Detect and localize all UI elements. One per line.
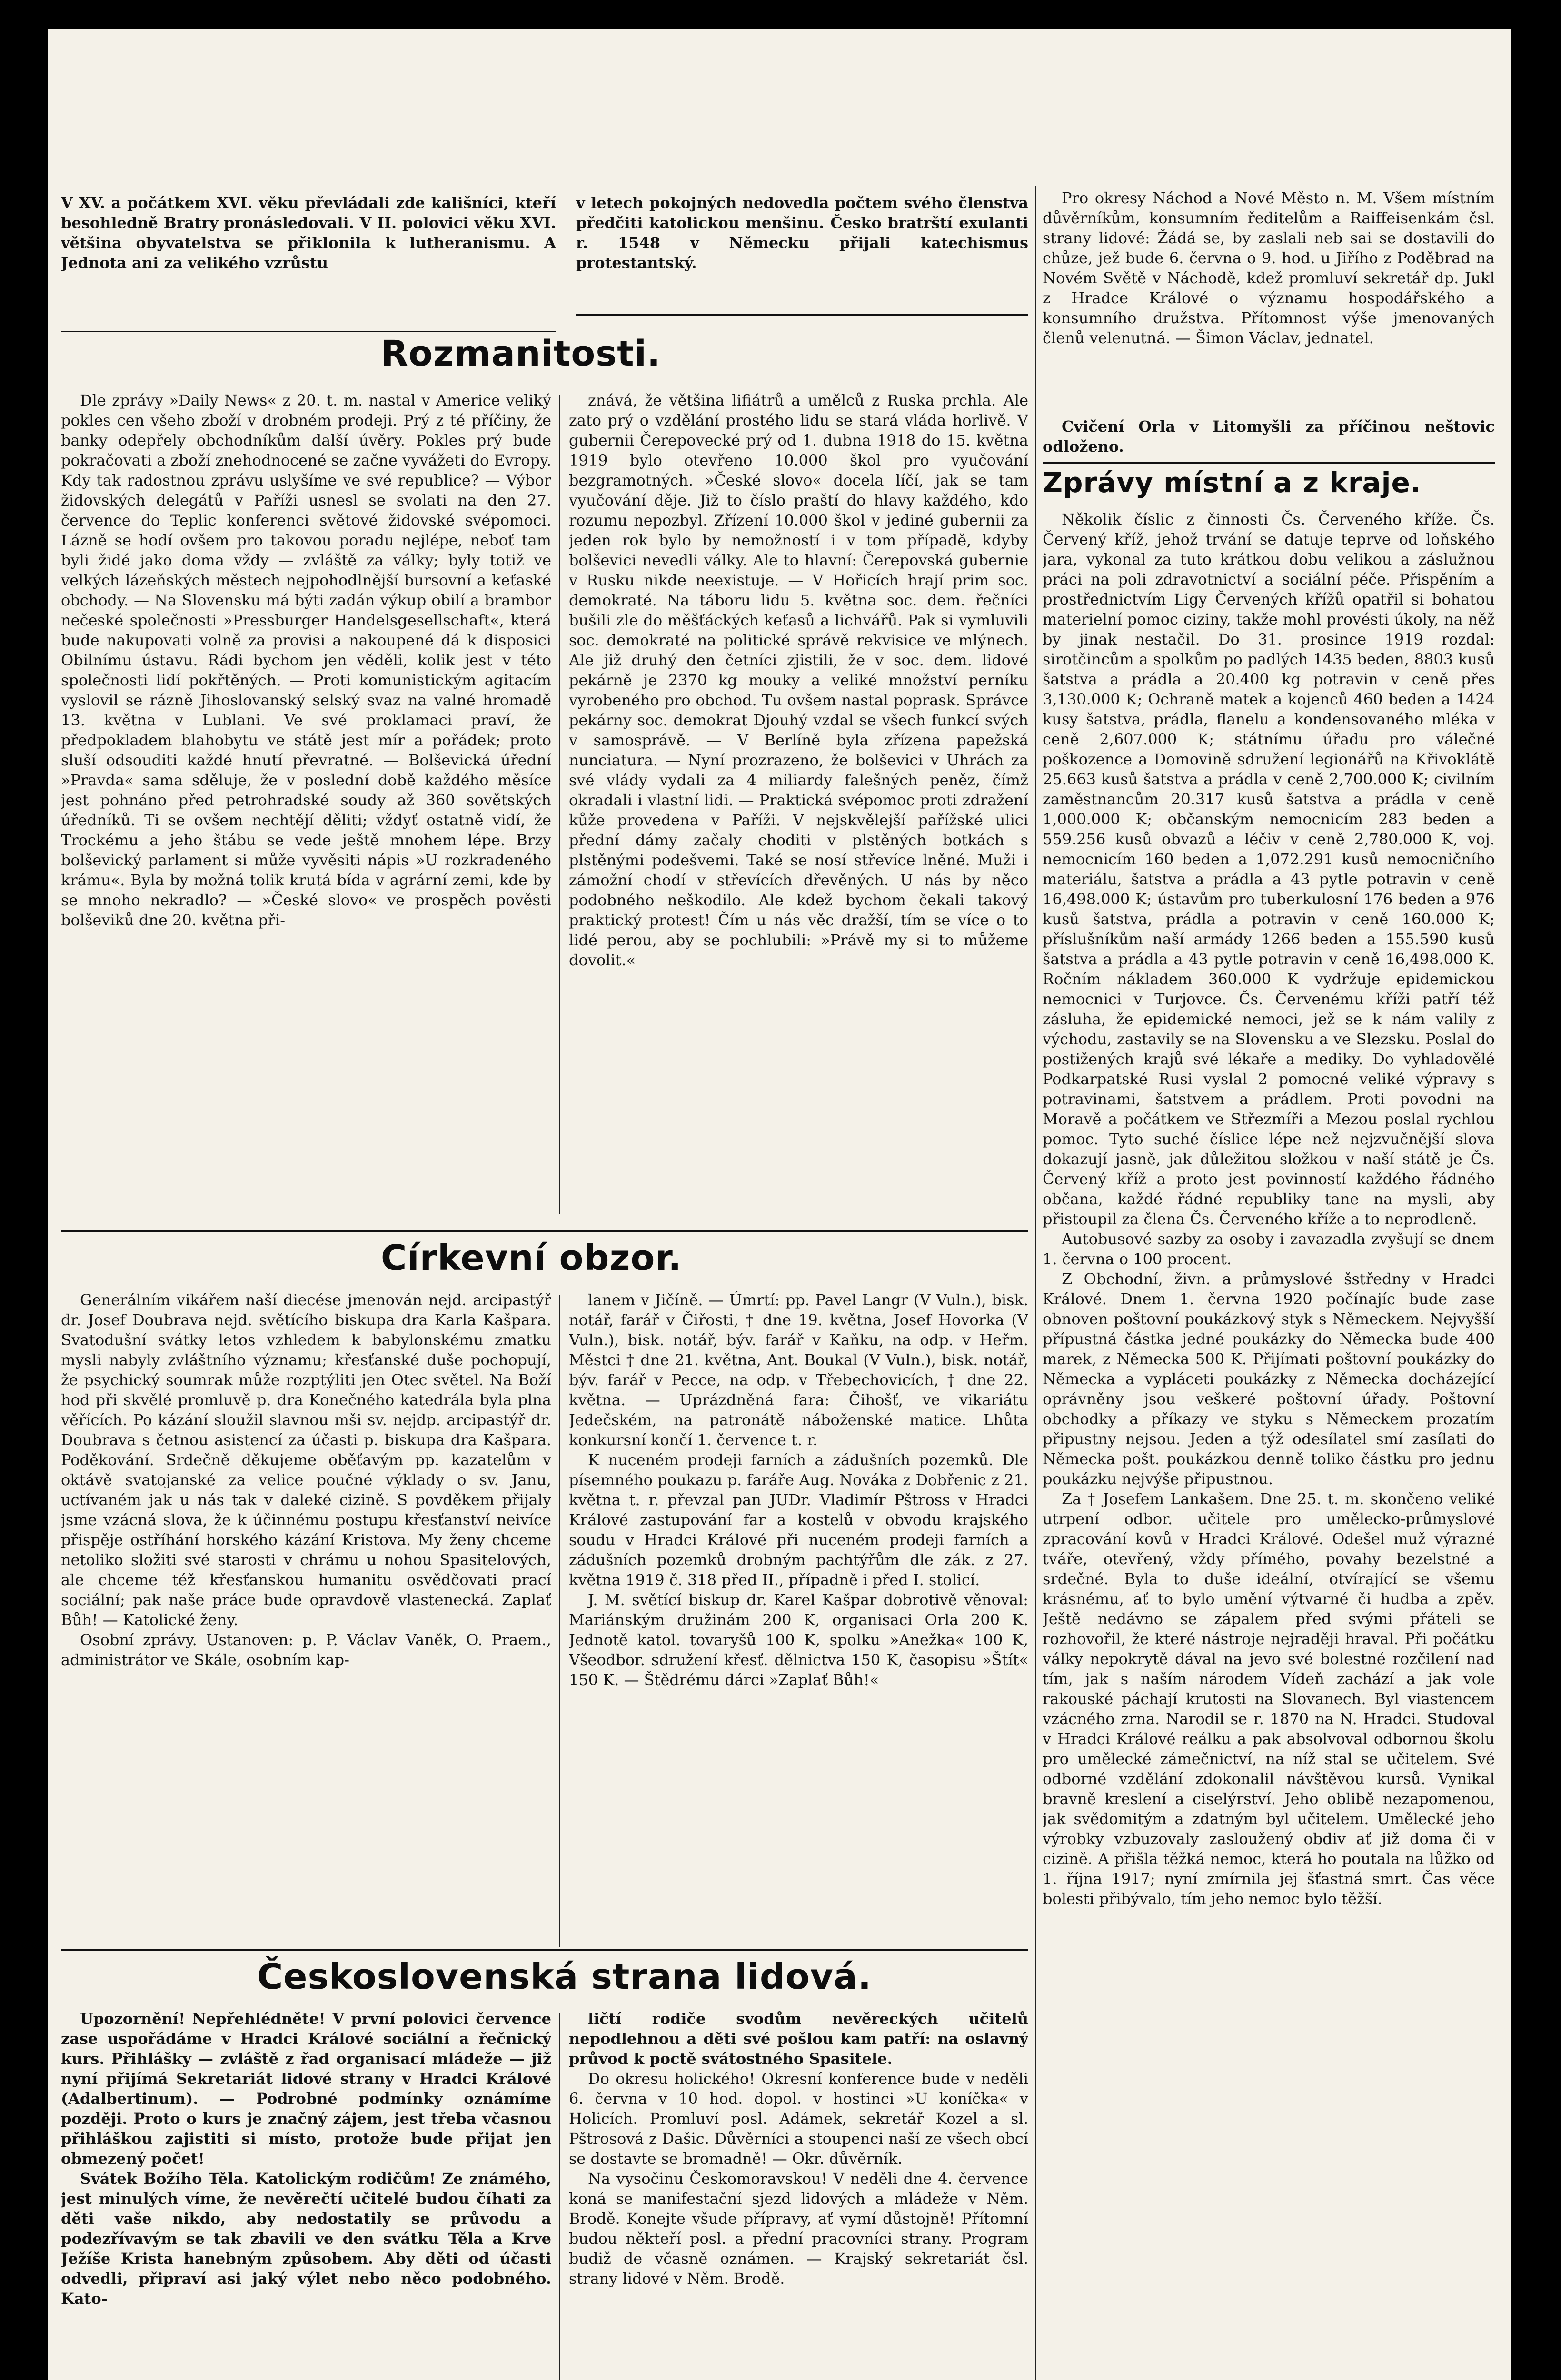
right-column-divider xyxy=(1035,186,1036,2380)
cirkevni-col2-biskup: J. M. světící biskup dr. Karel Kašpar dobrotivě věnoval: Mariánským družinám 200 K, organisaci Orla 200 K. Jednotě katol. tovaryšů 100 K, spolku »Anežka« 100 K, Všeodbor. sdružení křesť. dělnictva 150 K, časopisu »Štít« 150 K. — Štědrému dárci »Zaplať Bůh!« xyxy=(569,1591,1028,1689)
zpravy-text-autobus: Autobusové sazby za osoby i zavazadla zvyšují se dnem 1. června o 100 procent. xyxy=(1043,1230,1495,1268)
intro-left-paragraph: V XV. a počátkem XVI. věku převládali zde kališníci, kteří besohledně Bratry pronásledovali. V II. polovici věku XVI. většina obyvatelstva se přiklonila k lutheranismu. A Jednota ani za velikého vzrůstu xyxy=(61,194,556,272)
zpravy-text-lankas: Za † Josefem Lankašem. Dne 25. t. m. skončeno veliké utrpení odbor. učitele pro umělecko-průmyslové zpracování kovů v Hradci Králové. Odešel muž výrazné tváře, otevřený, vždy přímého, povahy bezelstné a srdečné. Byla to duše ideální, otvírající se všemu krásnému, ať to bylo umění výtvarné či hudba a zpěv. Ještě nedávno se zápalem před svými přáteli se rozhovořil, že které nástroje nejraději hraval. Při počátku války nepokrytě dával na jevo své bolestné rozčilení nad tím, jak s naším národem Vídeň zachází a jak vole rakouské páchají krutosti na Slovanech. Byl viastencem vzácného zrna. Narodil se r. 1870 na N. Hradci. Studoval v Hradci Králové reálku a pak absolvoval odbornou školu pro umělecké zámečnictví, na níž stal se učitelem. Své odborné vzdělání zdokonalil návštěvou kursů. Vynikal bravně kreslení a ciselýrství. Jeho oblibě nezapomenou, jak svědomitým a zdatným byl učitelem. Umělecké jeho výrobky vzbuzovaly zasloužený obdiv ať již doma či v cizině. A přišla těžká nemoc, která ho poutala na lůžko od 1. října 1917; nyní zmírnila jej šťastná smrt. Čas věce bolesti přibývalo, tím jeho nemoc bylo těžší. xyxy=(1043,1490,1495,1908)
intro-mid-paragraph: v letech pokojných nedovedla počtem svého členstva předčiti katolickou menšinu. Česko bratrští exulanti r. 1548 v Německu přijali katechismus protestantský. xyxy=(576,194,1028,272)
cirkevni-column-2 xyxy=(569,1290,1028,1947)
zpravy-text-cerveny-kriz: Několik číslic z činnosti Čs. Červeného kříže. Čs. Červený kříž, jehož trvání se datuje teprve od loňského jara, vykonal za tuto krátkou dobu velikou a záslužnou práci na poli zdravotnictví a sociální péče. Přispěním a prostřednictvím Ligy Červených křížů opatřil si bohatou materielní pomoc ciziny, takže mohl provésti úkoly, na něž by jinak nestačil. Do 31. prosince 1919 rozdal: sirotčincům a spolkům po padlých 1435 beden, 8803 kusů šatstva a prádla a 20.400 kg potravin v ceně přes 3,130.000 K; Ochraně matek a kojenců 460 beden a 1424 kusy šatstva, prádla, flanelu a kondensovaného mléka v ceně 2,607.000 K; státnímu úřadu pro válečné poškozence a Domovině sdružení legionářů na Křivoklátě 25.663 kusů šatstva a prádla v ceně 2,700.000 K; civilním zaměstnancům 20.317 kusů šatstva a prádla v ceně 1,000.000 K; občanským nemocnicím 283 beden a 559.256 kusů obvazů a léčiv v ceně 2,780.000 K, voj. nemocnicím 160 beden a 1,072.291 kusů nemocničního materiálu, šatstva a prádla a 43 pytle potravin v ceně 16,498.000 K; ústavům pro tuberkulosní 176 beden a 976 kusů šatstva, prádla a potravin v ceně 160.000 K; příslušníkům naší armády 1266 beden a 155.590 kusů šatstva a prádla a 43 pytle potravin v ceně 16,498.000 K. Ročním nákladem 360.000 K vydržuje epidemickou nemocnici v Turjovce. Čs. Červenému kříži patří též zásluha, že epidemické nemoci, jež se k nám valily z východu, zastavily se na Slovensku a ve Slezsku. Poslal do postižených krajů své lékaře a mediky. Do vyhladovělé Podkarpatské Rusi vyslal 2 pomocné veliké výpravy s potravinami, šatstvem a prádlem. Proti povodni na Moravě a počátkem ve Střezmíři a Mezou poslal rychlou pomoc. Tyto suché číslice lépe než nejzvučnější slova dokazují jasně, jak důležitou složkou v naší státě je Čs. Červený kříž a proto jest povinností každého řádného občana, každé řádné republiky tane na mysli, aby přistoupil za člena Čs. Červeného kříže a to neprodleně. xyxy=(1043,510,1495,1228)
rozmanitosti-column-1 xyxy=(61,390,551,1223)
cirkevni-column-1 xyxy=(61,1290,551,1947)
notice-litomysl-text: Cvičení Orla v Litomyšli za příčinou neštovic odloženo. xyxy=(1043,417,1495,456)
rozmanitosti-col2-text: znává, že většina lifiátrů a umělců z Ruska prchla. Ale zato prý o vzdělání prostého lidu se stará vláda horlivě. V gubernii Čerepovecké prý od 1. dubna 1918 do 15. května 1919 bylo otevřeno 10.000 škol pro vyučování bezgramotných. »České slovo« docela líčí, jak se tam vyučování děje. Již to číslo praští do hlavy každého, kdo rozumu nepozbyl. Zřízení 10.000 škol v jediné gubernii za jeden rok bylo by nemožností i v tom případě, kdyby bolševici nevedli války. Ale to hlavní: Čerepovská gubernie v Rusku nikde neexistuje. — V Hořicích hrají prim soc. demokraté. Na táboru lidu 5. května soc. dem. řečníci bušili zle do měšťáckých keťasů a lichvářů. Pak si vymluvili soc. demokraté na politické správě rekvisice ve mlýnech. Ale již druhý den četníci zjistili, že v soc. dem. lidové pekárně je 2370 kg mouky a veliké množství perníku vyrobeného pro obchod. Tu ovšem nastal poprask. Správce pekárny soc. demokrat Djouhý vzdal se všech funkcí svých v samosprávě. — V Berlíně byla zřízena papežská nunciatura. — Nyní prozrazeno, že bolševici v Uhrách za své vlády vydali za 4 miliardy falešných peněz, čímž okradali i vlastní lidi. — Praktická svépomoc proti zdražení kůže provedena v Paříži. V nejskvělejší pařížské ulici přední dámy začaly choditi v plstěných botkách s plstěnými podešvemi. Také se nosí střevíce lněné. Muži i zámožní chodí v střevících dřevěných. U nás by něco podobného neškodilo. Ale kdež bychom čekali takový praktický protest! Čím u nás věc dražší, tím se více o to lidé perou, aby se pochlubili: »Právě my si to můžeme dovolit.« xyxy=(569,391,1028,969)
rozmanitosti-column-2 xyxy=(569,390,1028,1223)
strana-col2-rodice: ličtí rodiče svodům nevěreckých učitelů nepodlehnou a děti své pošlou kam patří: na oslavný průvod k poctě svátostného Spasitele. xyxy=(569,2010,1028,2068)
section-title-rozmanitosti: Rozmanitosti. xyxy=(381,333,661,374)
zpravy-column xyxy=(1043,509,1495,2380)
strana-column-divider xyxy=(559,2013,560,2380)
cirkevni-col1-text: Generálním vikářem naší diecése jmenován nejd. arcipastýř dr. Josef Doubrava nejd. světícího biskupa dra Karla Kašpara. Svatodušní svátky letos vzhledem k babylonskému zmatku mysli nabyly zvláštního významu; křesťanské duše pochopují, že psychický soumrak může rozptýliti jen Otec světel. Na Boží hod při skvělé promluvě p. dra Konečného katedrála byla plna věřících. Po kázání sloužil slavnou mši sv. nejdp. arcipastýř dr. Doubrava s četnou asistencí za účasti p. biskupa dra Kašpara. Poděkování. Srdečně děkujeme oběťavým pp. kazatelům v oktávě svatojanské za velice poučné výklady o sv. Janu, uctívaném jak u nás tak v daleké cizině. S povděkem přijaly jsme vzácná slova, že k účinnému postupu křesťanství neivíce přispěje ostříhání horského kázání Kristova. My ženy chceme netoliko složiti své starosti v chrámu u nohou Spasitelových, ale chceme též křesťanskou humanitu osvědčovati prací sociální; pak naše práce bude opravdově vlastenecká. Zaplať Bůh! — Katolické ženy. xyxy=(61,1291,551,1629)
cirkevni-column-divider xyxy=(559,1295,560,1947)
cirkevni-col1-osobni: Osobní zprávy. Ustanoven: p. P. Václav Vaněk, O. Praem., administrátor ve Skále, osobním kap- xyxy=(61,1631,551,1669)
newspaper-page xyxy=(48,29,1511,2380)
column-divider xyxy=(559,395,560,1214)
notice-litomysl xyxy=(1043,416,1495,459)
cirkevni-col2-text: lanem v Jičíně. — Úmrtí: pp. Pavel Langr (V Vuln.), bisk. notář, farář v Čiřosti, † dne 19. května, Josef Hovorka (V Vuln.), bisk. notář, býv. farář v Kaňku, na odp. v Heřm. Městci † dne 21. května, Ant. Boukal (V Vuln.), bisk. notář, býv. farář v Pecce, na odp. v Třebechovicích, † dne 22. května. — Uprázdněná fara: Čihošť, ve vikariátu Jedečském, na patronátě náboženské matice. Lhůta konkursní končí 1. července t. r. xyxy=(569,1291,1028,1449)
right-top-divider xyxy=(1043,462,1495,464)
strana-col2-vysocina: Na vysočinu Českomoravskou! V neděli dne 4. července koná se manifestační sjezd lidových a mládeže v Něm. Brodě. Konejte všude přípravy, ať vymí důstojně! Přítomní budou někteří posl. a přední pracovníci strany. Program budiž de včasně oznámen. — Krajský sekretariát čsl. strany lidové v Něm. Brodě. xyxy=(569,2170,1028,2288)
strana-col1-upozorneni: Upozornění! Nepřehlédněte! V první polovici července zase uspořádáme v Hradci Králové sociální a řečnický kurs. Přihlášky — zvláště z řad organisací mládeže — již nyní přijímá Sekretariát lidové strany v Hradci Králové (Adalbertinum). — Podrobné podmínky oznámíme později. Proto o kurs je značný zájem, jest třeba včasnou přihláškou zajistiti si místo, protože bude přijat jen obmezený počet! xyxy=(61,2010,551,2168)
strana-column-2 xyxy=(569,2009,1028,2380)
notice-nachod-text: Pro okresy Náchod a Nové Město n. M. Všem místním důvěrníkům, konsumním ředitelům a Raiffeisenkám čsl. strany lidové: Žádá se, by zaslali neb sai se dostavili do chůze, jež bude 6. června o 9. hod. u Jiřího z Poděbrad na Novém Světě v Náchodě, kdež promluví sekretář dp. Jukl z Hradce Králové o významu hospodářského a konsumního družstva. Přítomnost výše jmenovaných členů velenutná. — Šimon Václav, jednatel. xyxy=(1043,189,1495,347)
rozmanitosti-bottom-divider xyxy=(61,1230,1028,1232)
zpravy-text-obchodni: Z Obchodní, živn. a průmyslové šstředny v Hradci Králové. Dnem 1. června 1920 počínajíc bude zase obnoven poštovní poukázkový styk s Německem. Nejvyšší přípustná částka jedné poukázky do Německa bude 400 marek, z Německa 500 K. Přijímati poštovní poukázky do Německa a vypláceti poukázky z Německa docházející oprávněny jsou veškeré poštovní úřady. Poštovní obchodky a příkazy ve styku s Německem prozatím připustny nejsou. Jeden a týž odesílatel smí zasílati do Německa pošt. poukázkou denně toliko částku pro jednu poukázku nejvýše připustnou. xyxy=(1043,1270,1495,1488)
section-title-zpravy: Zprávy místní a z kraje. xyxy=(1043,466,1422,499)
strana-col2-holice: Do okresu holického! Okresní konference bude v neděli 6. června v 10 hod. dopol. v hostinci »U koníčka« v Holicích. Promluví posl. Adámek, sekretář Kozel a sl. Pštrosová z Dašic. Důvěrníci a stoupenci naší ze všech obcí se dostavte se bromadně! — Okr. důvěrník. xyxy=(569,2070,1028,2168)
section-title-strana-lidova: Československá strana lidová. xyxy=(257,1956,872,1997)
section-title-cirkevni: Církevní obzor. xyxy=(381,1238,682,1279)
cirkevni-bottom-divider xyxy=(61,1949,1028,1951)
strana-column-1 xyxy=(61,2009,551,2380)
rozmanitosti-col1-text: Dle zprávy »Daily News« z 20. t. m. nastal v Americe veliký pokles cen všeho zboží v drobném prodeji. Prý z té příčiny, že banky odepřely obchodníkům další úvěry. Pokles prý bude pokračovati a zboží znehodnocené se začne vyvážeti do Evropy. Kdy tak radostnou zprávu uslyšíme ve své republice? — Výbor židovských delegátů v Paříži usnesl se svolati na den 27. července do Teplic konferenci světové židovské svépomoci. Lázně se hodí ovšem pro takovou poradu nejlépe, neboť tam byli židé jako doma vždy — zvláště za války; byly totiž ve velkých lázeňských městech nejpohodlnější bursovní a keťaské obchody. — Na Slovensku má býti zadán výkup obilí a brambor nečeské společnosti »Pressburger Handelsgesellschaft«, která bude nakupovati volně za provisi a nakoupené dá k disposici Obilnímu ústavu. Rádi bychom jen věděli, kolik jest v této společnosti lidí pokřtěných. — Proti komunistickým agitacím vyslovil se rázně Jihoslovanský selský svaz na valné hromadě 13. května v Lublani. Ve své proklamaci praví, že předpokladem blahobytu ve státě jest mír a pořádek; proto sluší odsouditi každé hnutí převratné. — Bolševická úřední »Pravda« sama sděluje, že v poslední době každého měsíce jest pohnáno před petrohradské soudy až 360 sovětských úředníků. Ti se ovšem nechtějí děliti; vždyť ostatně vidí, že Trockému a jeho štábu se vede ještě mnohem lépe. Brzy bolševický parlament si může vyvěsiti nápis »U rozkradeného krámu«. Byla by možná tolik krutá bída v agrární zemi, kde by se mnoho nekradlo? — »České slovo« ve prospěch pověsti bolševiků dne 20. května při- xyxy=(61,391,551,929)
notice-nachod xyxy=(1043,188,1495,412)
cirkevni-col2-prodej: K nuceném prodeji farních a zádušních pozemků. Dle písemného poukazu p. faráře Aug. Nováka z Dobřenic z 21. května t. r. převzal pan JUDr. Vladimír Pštross v Hradci Králové zastupování far a kostelů v obvodu krajského soudu v Hradci Králové při nuceném prodeji farních a zádušních pozemků drobným pachtýřům dle zák. z 27. května 1919 č. 318 před II., případně i před I. stolicí. xyxy=(569,1451,1028,1589)
top-left-divider xyxy=(61,331,556,332)
strana-col1-svatek: Svátek Božího Těla. Katolickým rodičům! Ze známého, jest minulých víme, že nevěrečtí učitelé budou číhati za děti vaše nikdo, aby nedostatily se průvodu a podezřívavým se tak zbavili ve den svátku Těla a Krve Ježíše Krista hanebným způsobem. Aby děti od účasti odvedli, připraví asi jaký výlet nebo něco podobného. Kato- xyxy=(61,2170,551,2308)
top-mid-divider xyxy=(576,314,1028,316)
